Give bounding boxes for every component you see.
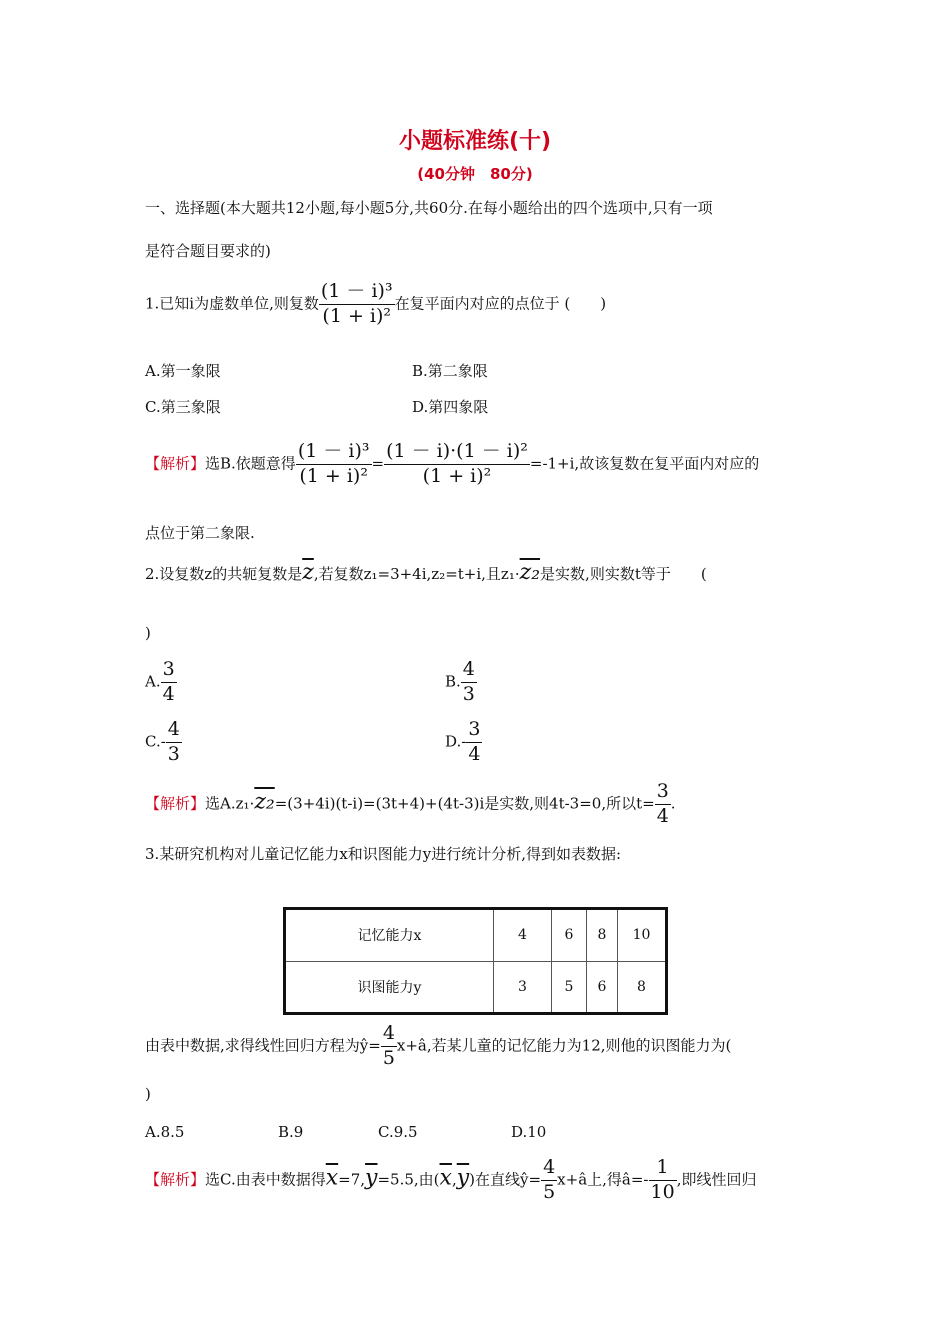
q2-opt-d-den: 4 (468, 742, 481, 765)
table-cell: 10 (618, 909, 667, 962)
q2-opt-a-label: A. (145, 672, 161, 691)
q1-analysis-frac1-den: (1 + i)² (299, 464, 368, 487)
page-title: 小题标准练(十) (398, 129, 552, 154)
q3-analysis-den1: 5 (543, 1180, 556, 1203)
q1-analysis-line2: 点位于第二象限. (145, 524, 255, 542)
q3-analysis-den2: 10 (650, 1180, 675, 1203)
q2-analysis-tag: 【解析】 (145, 794, 206, 813)
q1-analysis-frac1-num: (1 － i)³ (296, 440, 372, 465)
page-subtitle: (40分钟 80分) (417, 165, 533, 183)
q3-text-part1: 由表中数据,求得线性回归方程为ŷ= (145, 1036, 381, 1055)
table-cell: 6 (587, 961, 618, 1014)
q3-option-c: C.9.5 (378, 1123, 418, 1141)
q3-regression-text (145, 1022, 731, 1071)
q3-analysis-num1: 4 (541, 1156, 557, 1181)
q1-analysis-eq: = (371, 454, 385, 473)
q1-suffix: 在复平面内对应的点位于 ( ) (394, 294, 607, 313)
q1-analysis-frac1 (296, 440, 372, 489)
q2-opt-b-den: 3 (462, 682, 475, 705)
q2-opt-c-den: 3 (167, 742, 180, 765)
table-cell: 识图能力y (285, 961, 494, 1014)
q2-opt-a-num: 3 (161, 658, 177, 683)
q3-analysis-part4: )在直线ŷ= (469, 1170, 542, 1189)
q2-z2bar: z₂ (519, 560, 541, 585)
section-heading-line1: 一、选择题(本大题共12小题,每小题5分,共60分.在每小题给出的四个选项中,只有一项 (145, 199, 713, 217)
data-table (283, 907, 668, 1015)
table-cell: 8 (587, 909, 618, 962)
q1-analysis-frac2 (384, 440, 530, 489)
q2-analysis-num: 3 (655, 780, 671, 805)
q3-analysis-frac2 (649, 1156, 677, 1205)
q1-analysis-tag: 【解析】 (145, 454, 206, 473)
q2-analysis-frac (655, 780, 671, 829)
q3-analysis-part1: 选C.由表中数据得 (205, 1170, 326, 1189)
q3-close-paren: ) (145, 1085, 151, 1103)
q2-analysis-den: 4 (656, 804, 669, 827)
q1-analysis-post: =-1+i,故该复数在复平面内对应的 (529, 454, 760, 473)
q3-analysis-part2: =7, (338, 1170, 366, 1189)
q2-part3: 是实数,则实数t等于 ( (540, 565, 707, 583)
table-cell: 6 (552, 909, 587, 962)
q3-analysis-part6: ,即线性回归 (676, 1170, 757, 1189)
q2-option-c (145, 718, 182, 767)
q2-opt-b-label: B. (445, 672, 461, 691)
q3-slope-frac (381, 1022, 397, 1071)
q1-analysis-frac2-den: (1 + i)² (422, 464, 492, 487)
q1-option-b: B.第二象限 (412, 362, 488, 380)
q1-option-a: A.第一象限 (145, 362, 221, 380)
q2-opt-d-frac (466, 718, 482, 767)
q3-option-a: A.8.5 (145, 1123, 185, 1141)
q1-frac-den: (1 + i)² (322, 304, 392, 327)
q3-analysis-part3: =5.5,由( (377, 1170, 440, 1189)
q1-fraction (319, 280, 395, 329)
q2-option-a (145, 658, 177, 707)
q1-analysis (145, 440, 759, 489)
q2-analysis-end: . (670, 794, 676, 813)
q2-opt-b-num: 4 (461, 658, 477, 683)
table-cell: 4 (494, 909, 552, 962)
q3-option-d: D.10 (511, 1123, 547, 1141)
q3-analysis (145, 1156, 756, 1205)
q2-zbar: $\overline{z}$ (302, 560, 314, 585)
q2-analysis (145, 780, 676, 829)
table-row (285, 909, 667, 962)
q2-opt-a-den: 4 (162, 682, 175, 705)
q3-analysis-part5: x+â上,得â=- (557, 1170, 649, 1189)
q3-point-xbar: $\overline{x}$ (439, 1165, 452, 1191)
q2-analysis-z2bar: z₂ (254, 789, 275, 815)
q1-prefix: 1.已知i为虚数单位,则复数 (145, 294, 319, 313)
q2-opt-d-label: D.- (445, 732, 467, 751)
table-row (285, 961, 667, 1014)
q1-analysis-frac2-num: (1 － i)·(1 － i)² (384, 440, 530, 465)
q3-text-part2: x+â,若某儿童的记忆能力为12,则他的识图能力为( (396, 1036, 732, 1055)
q2-opt-d-num: 3 (466, 718, 482, 743)
q3-ybar: $\overline{y}$ (365, 1165, 378, 1191)
q1-option-d: D.第四象限 (412, 398, 489, 416)
q2-analysis-part1: 选A.z₁· (205, 794, 255, 813)
q2-opt-a-frac (161, 658, 177, 707)
table-cell: 8 (618, 961, 667, 1014)
q2-opt-c-num: 4 (166, 718, 182, 743)
question-1-stem (145, 280, 606, 329)
q3-option-b: B.9 (278, 1123, 304, 1141)
q2-part2: ,若复数z₁=3+4i,z₂=t+i,且z₁· (313, 565, 520, 583)
q2-option-b (445, 658, 477, 707)
table-cell: 5 (552, 961, 587, 1014)
q3-analysis-num2: 1 (649, 1156, 677, 1181)
q2-part1: 2.设复数z的共轭复数是 (145, 565, 303, 583)
q1-frac-num: (1 － i)³ (319, 280, 395, 305)
q2-analysis-part2: =(3+4i)(t-i)=(3t+4)+(4t-3)i是实数,则4t-3=0,所以t= (274, 794, 655, 813)
q2-opt-b-frac (461, 658, 477, 707)
q3-analysis-tag: 【解析】 (145, 1170, 206, 1189)
q3-slope-den: 5 (382, 1046, 395, 1069)
table-cell: 3 (494, 961, 552, 1014)
q3-analysis-frac1 (541, 1156, 557, 1205)
q3-point-ybar: $\overline{y}$ (456, 1165, 470, 1191)
q2-option-d (445, 718, 482, 767)
q3-slope-num: 4 (381, 1022, 397, 1047)
q2-opt-c-label: C.- (145, 732, 166, 751)
q2-opt-c-frac (166, 718, 182, 767)
q2-close-paren: ) (145, 624, 151, 642)
question-3-stem: 3.某研究机构对儿童记忆能力x和识图能力y进行统计分析,得到如表数据: (145, 845, 622, 863)
q3-xbar: $\overline{x}$ (325, 1165, 339, 1191)
section-heading-line2: 是符合题目要求的) (145, 242, 271, 260)
q1-analysis-pre: 选B.依题意得 (205, 454, 296, 473)
q3-analysis-comma: , (451, 1170, 457, 1189)
table-cell: 记忆能力x (285, 909, 494, 962)
question-2-stem (145, 560, 707, 585)
q1-option-c: C.第三象限 (145, 398, 221, 416)
